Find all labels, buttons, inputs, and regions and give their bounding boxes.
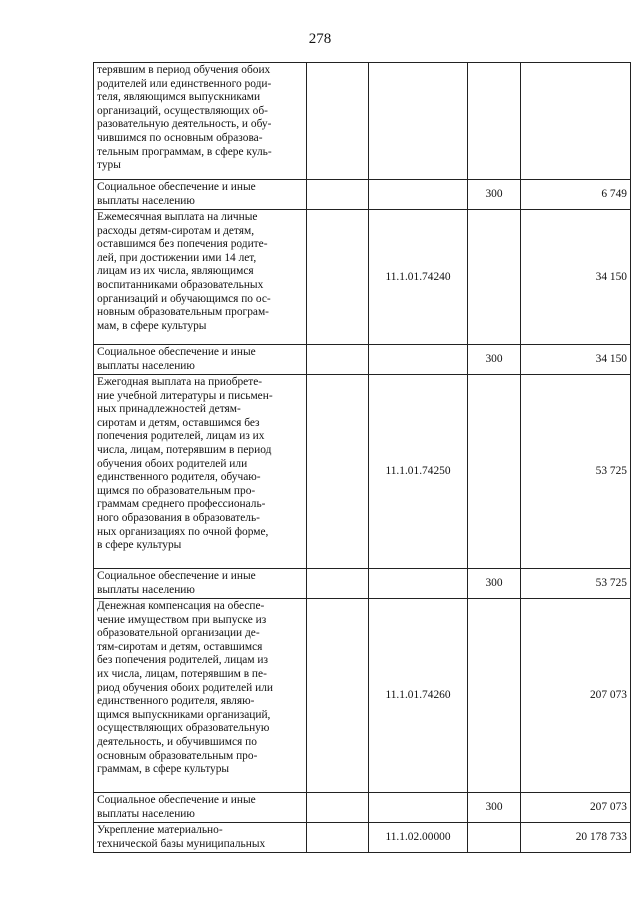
amount: 207 073	[521, 793, 631, 823]
expense-type-code: 300	[468, 793, 521, 823]
grbs-code	[307, 569, 369, 599]
expense-type-code: 300	[468, 345, 521, 375]
expense-description: Ежегодная выплата на приобрете- ние учебной литературы и письмен- ных принадлежностей детям- сиротам и детям, оставшимся без попечения родителей, лицам из их числа, лицам, потерявшим в период обучения обоих родителей или единственного родителя, обучаю- щимся по образовательным про- граммам среднего профессиональ- ного образования в образователь- ных организациях по очной форме, в сфере культуры	[94, 375, 307, 569]
grbs-code	[307, 599, 369, 793]
expense-description: Социальное обеспечение и иные выплаты населению	[94, 180, 307, 210]
expense-description: терявшим в период обучения обоих родителей или единственного роди- теля, являющимся выпускниками организаций, осуществляющих об- разовательную деятельность, и обу- чившимся по основным образова- тельным программам, в сфере куль- туры	[94, 63, 307, 180]
expense-description: Социальное обеспечение и иные выплаты населению	[94, 345, 307, 375]
page-number: 278	[308, 31, 332, 47]
grbs-code	[307, 345, 369, 375]
target-article-code: 11.1.01.74240	[369, 210, 468, 345]
amount: 20 178 733	[521, 823, 631, 853]
expense-type-code	[468, 63, 521, 180]
grbs-code	[307, 180, 369, 210]
target-article-code	[369, 569, 468, 599]
amount: 6 749	[521, 180, 631, 210]
expense-type-code	[468, 599, 521, 793]
table-row	[94, 569, 631, 599]
expense-description: Укрепление материально- технической базы муниципальных	[94, 823, 307, 853]
amount: 207 073	[521, 599, 631, 793]
target-article-code: 11.1.01.74260	[369, 599, 468, 793]
target-article-code	[369, 180, 468, 210]
budget-table	[93, 62, 631, 853]
expense-type-code	[468, 375, 521, 569]
amount: 34 150	[521, 345, 631, 375]
amount: 53 725	[521, 375, 631, 569]
table-row	[94, 375, 631, 569]
table-row	[94, 180, 631, 210]
table-row	[94, 210, 631, 345]
grbs-code	[307, 793, 369, 823]
grbs-code	[307, 210, 369, 345]
expense-description: Денежная компенсация на обеспе- чение имуществом при выпуске из образовательной организации де- тям-сиротам и детям, оставшимся без попечения родителей, лицам из их числа, лицам, потерявшим в пе- риод обучения обоих родителей или единственного родителя, являю- щимся выпускниками организаций, осуществляющих образовательную деятельность, и обучившимся по основным образовательным про- граммам, в сфере культуры	[94, 599, 307, 793]
target-article-code	[369, 793, 468, 823]
expense-description: Социальное обеспечение и иные выплаты населению	[94, 569, 307, 599]
amount: 34 150	[521, 210, 631, 345]
table-row	[94, 599, 631, 793]
table-row	[94, 63, 631, 180]
grbs-code	[307, 63, 369, 180]
target-article-code: 11.1.02.00000	[369, 823, 468, 853]
table-row	[94, 823, 631, 853]
grbs-code	[307, 823, 369, 853]
amount: 53 725	[521, 569, 631, 599]
grbs-code	[307, 375, 369, 569]
target-article-code	[369, 345, 468, 375]
expense-type-code	[468, 210, 521, 345]
target-article-code	[369, 63, 468, 180]
table-row	[94, 345, 631, 375]
table-row	[94, 793, 631, 823]
amount	[521, 63, 631, 180]
expense-type-code	[468, 823, 521, 853]
target-article-code: 11.1.01.74250	[369, 375, 468, 569]
expense-type-code: 300	[468, 569, 521, 599]
expense-description: Ежемесячная выплата на личные расходы детям-сиротам и детям, оставшимся без попечения родите- лей, при достижении ими 14 лет, лицам из их числа, являющимся воспитанниками образовательных организаций и обучающимся по ос- новным образовательным програм- мам, в сфере культуры	[94, 210, 307, 345]
expense-description: Социальное обеспечение и иные выплаты населению	[94, 793, 307, 823]
expense-type-code: 300	[468, 180, 521, 210]
